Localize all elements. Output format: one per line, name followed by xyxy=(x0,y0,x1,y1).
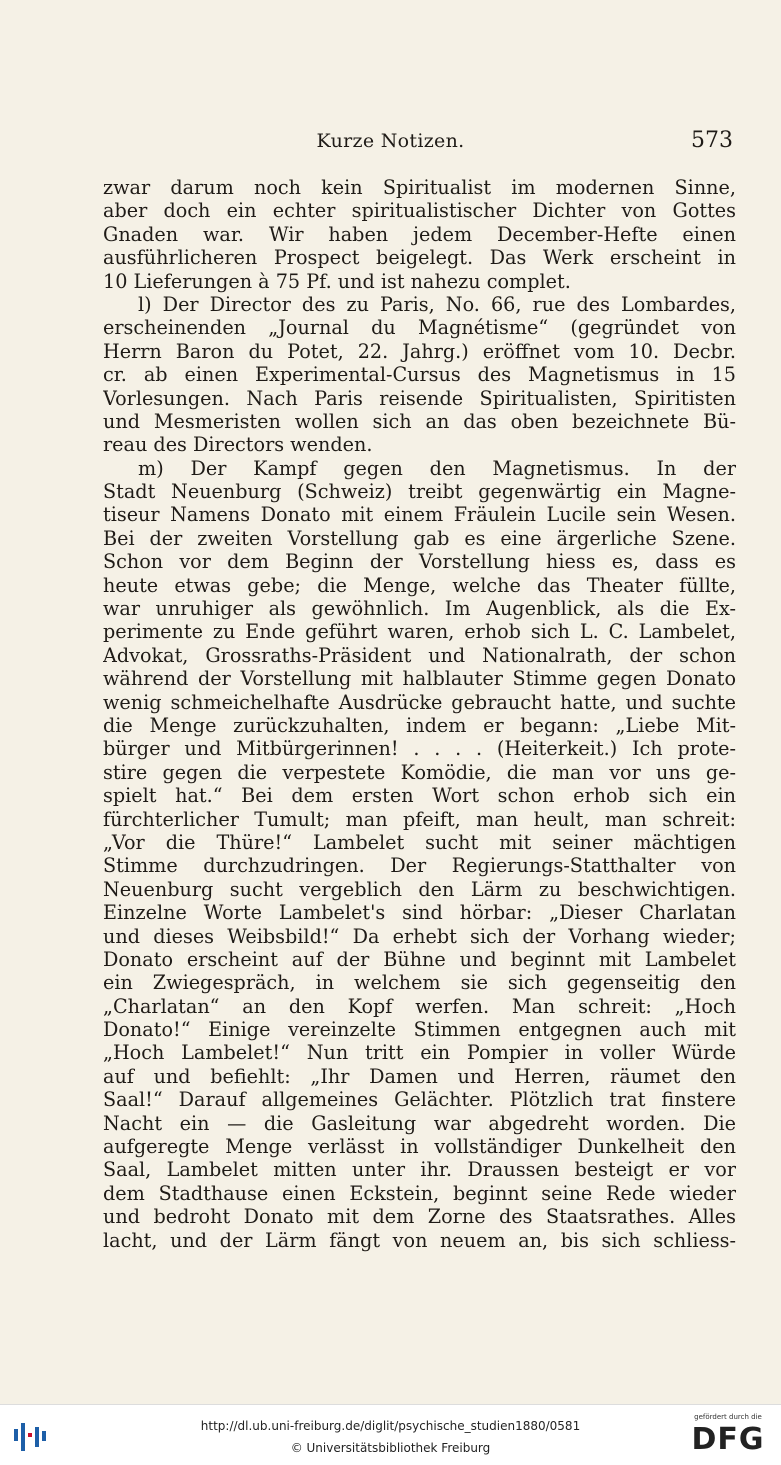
text-line: und dieses Weibsbild!“ Da erhebt sich der Vorhang wieder; xyxy=(103,924,736,948)
text-line: „Hoch Lambelet!“ Nun tritt ein Pompier in voller Würde xyxy=(103,1041,736,1065)
text-line: lacht, und der Lärm fängt von neuem an, bis sich schliess- xyxy=(103,1228,736,1252)
text-line: tiseur Namens Donato mit einem Fräulein Lucile sein Wesen. xyxy=(103,503,736,527)
text-line: und Mesmeristen wollen sich an das oben bezeichnete Bü- xyxy=(103,409,736,433)
text-line: heute etwas gebe; die Menge, welche das Theater füllte, xyxy=(103,573,736,597)
text-line: Stadt Neuenburg (Schweiz) treibt gegenwärtig ein Magne- xyxy=(103,480,736,504)
text-line: während der Vorstellung mit halblauter Stimme gegen Donato xyxy=(103,667,736,691)
text-line: Neuenburg sucht vergeblich den Lärm zu beschwichtigen. xyxy=(103,877,736,901)
text-line: 10 Lieferungen à 75 Pf. und ist nahezu complet. xyxy=(103,269,571,293)
text-line: wenig schmeichelhafte Ausdrücke gebraucht hatte, und suchte xyxy=(103,690,736,714)
running-head xyxy=(0,126,781,156)
text-line: Gnaden war. Wir haben jedem December-Hefte einen xyxy=(103,222,736,246)
text-line: cr. ab einen Experimental-Cursus des Magnetismus in 15 xyxy=(103,363,736,387)
text-line: Herrn Baron du Potet, 22. Jahrg.) eröffnet vom 10. Decbr. xyxy=(103,339,736,363)
text-line: „Vor die Thüre!“ Lambelet sucht mit seiner mächtigen xyxy=(103,830,736,854)
source-url-link[interactable]: http://dl.ub.uni-freiburg.de/diglit/psychische_studien1880/0581 xyxy=(200,1419,581,1433)
page-number: 573 xyxy=(691,128,733,153)
text-line: bürger und Mitbürgerinnen! . . . . (Heiterkeit.) Ich prote- xyxy=(103,737,736,761)
text-line: Saal, Lambelet mitten unter ihr. Draussen besteigt er vor xyxy=(103,1158,736,1182)
text-line: auf und befiehlt: „Ihr Damen und Herren, räumet den xyxy=(103,1064,736,1088)
text-line: Donato!“ Einige vereinzelte Stimmen entgegnen auch mit xyxy=(103,1018,736,1042)
text-line: Saal!“ Darauf allgemeines Gelächter. Plötzlich trat finstere xyxy=(103,1088,736,1112)
dfg-logo-mark: DFG xyxy=(691,1422,765,1457)
text-line: zwar darum noch kein Spiritualist im modernen Sinne, xyxy=(103,176,736,199)
text-line: reau des Directors wenden. xyxy=(103,433,373,457)
text-line: aufgeregte Menge verlässt in vollständiger Dunkelheit den xyxy=(103,1135,736,1159)
text-line: die Menge zurückzuhalten, indem er begann: „Liebe Mit- xyxy=(103,713,736,737)
text-line: und bedroht Donato mit dem Zorne des Staatsrathes. Alles xyxy=(103,1205,736,1229)
text-line: perimente zu Ende geführt waren, erhob sich L. C. Lambelet, xyxy=(103,620,736,644)
text-line: Einzelne Worte Lambelet's sind hörbar: „Dieser Charlatan xyxy=(103,901,736,925)
dfg-logo xyxy=(687,1413,769,1461)
text-line: Schon vor dem Beginn der Vorstellung hiess es, dass es xyxy=(103,550,736,574)
text-line: stire gegen die verpestete Komödie, die man vor uns ge- xyxy=(103,760,736,784)
text-line: Bei der zweiten Vorstellung gab es eine ärgerliche Szene. xyxy=(103,526,736,550)
text-line: fürchterlicher Tumult; man pfeift, man heult, man schreit: xyxy=(103,807,736,831)
text-line: erscheinenden „Journal du Magnétisme“ (gegründet von xyxy=(103,316,736,340)
text-line: Donato erscheint auf der Bühne und beginnt mit Lambelet xyxy=(103,947,736,971)
footer-bar xyxy=(0,1404,781,1465)
text-line: ein Zwiegespräch, in welchem sie sich gegenseitig den xyxy=(103,971,736,995)
text-line: m) Der Kampf gegen den Magnetismus. In der xyxy=(138,456,736,480)
copyright-notice: © Universitätsbibliothek Freiburg xyxy=(290,1441,491,1455)
text-line: spielt hat.“ Bei dem ersten Wort schon erhob sich ein xyxy=(103,784,736,808)
text-line: dem Stadthause einen Eckstein, beginnt seine Rede wieder xyxy=(103,1181,736,1205)
text-line: aber doch ein echter spiritualistischer Dichter von Gottes xyxy=(103,199,736,223)
text-line: Stimme durchzudringen. Der Regierungs-Statthalter von xyxy=(103,854,736,878)
text-line: ausführlicheren Prospect beigelegt. Das Werk erscheint in xyxy=(103,246,736,270)
text-line: „Charlatan“ an den Kopf werfen. Man schreit: „Hoch xyxy=(103,994,736,1018)
dfg-funding-note: gefördert durch die xyxy=(694,1413,762,1421)
text-line: Nacht ein — die Gasleitung war abgedreht worden. Die xyxy=(103,1111,736,1135)
text-line: Vorlesungen. Nach Paris reisende Spiritualisten, Spiritisten xyxy=(103,386,736,410)
running-title: Kurze Notizen. xyxy=(316,130,465,152)
text-line: war unruhiger als gewöhnlich. Im Augenblick, als die Ex- xyxy=(103,597,736,621)
text-line: Advokat, Grossraths-Präsident und Nationalrath, der schon xyxy=(103,643,736,667)
body-text xyxy=(103,176,736,1252)
text-line: l) Der Director des zu Paris, No. 66, rue des Lombardes, xyxy=(138,292,736,316)
